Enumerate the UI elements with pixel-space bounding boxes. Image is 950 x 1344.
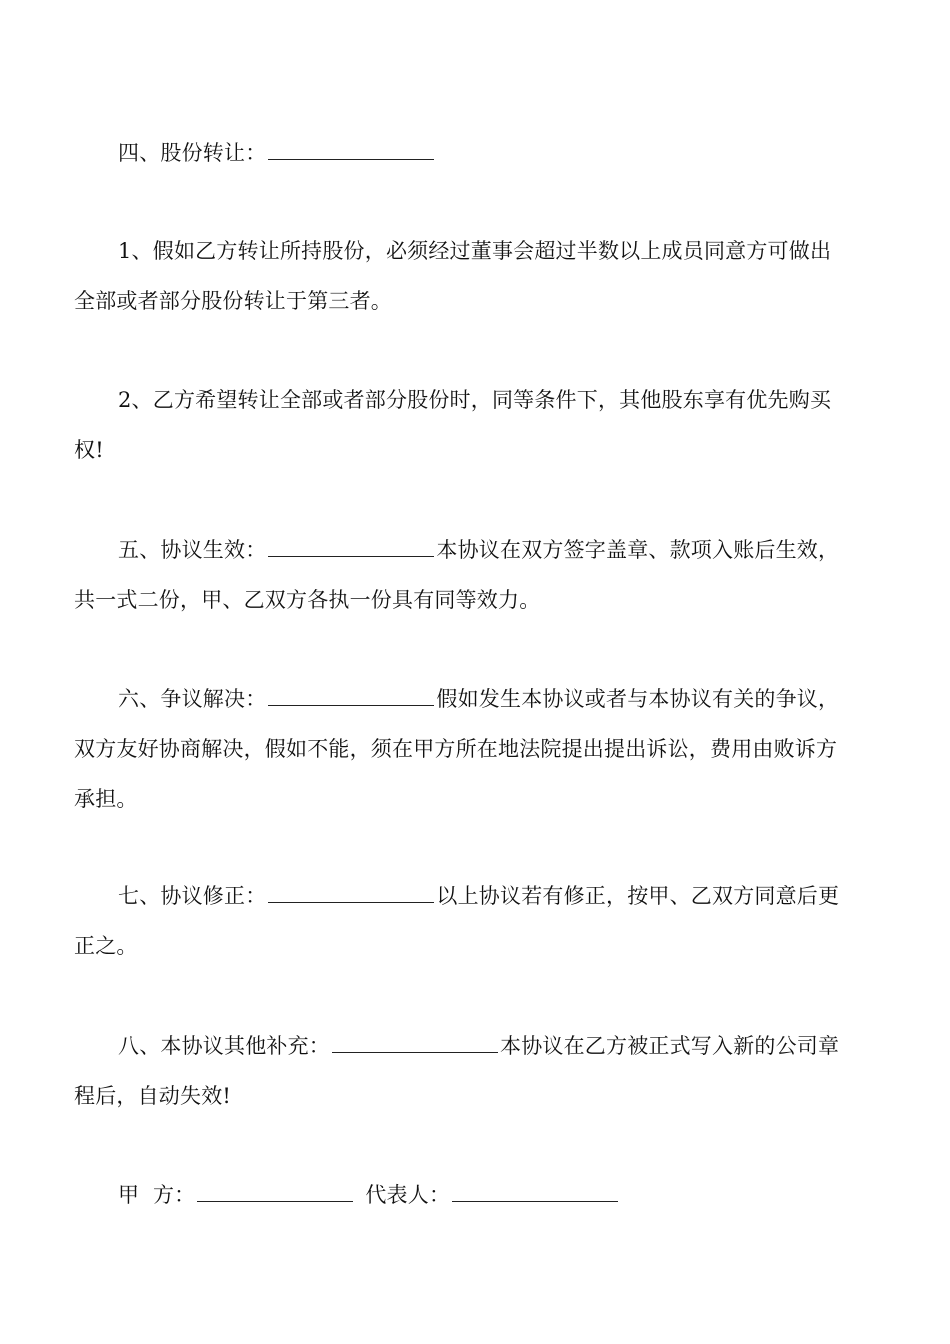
- section-7-line-1: [74, 871, 880, 921]
- clause-4-2-line-2: 权!: [74, 438, 104, 462]
- fill-in-blank[interactable]: [268, 536, 434, 557]
- representative-signature-blank[interactable]: [452, 1181, 618, 1202]
- section-4-share-transfer: [74, 128, 880, 178]
- clause-4-1-line-1: 1、假如乙方转让所持股份，必须经过董事会超过半数以上成员同意方可做出: [118, 239, 832, 263]
- section-8-text: 本协议在乙方被正式写入新的公司章: [500, 1034, 840, 1058]
- fill-in-blank[interactable]: [268, 139, 434, 160]
- fill-in-blank[interactable]: [268, 685, 434, 706]
- section-6-line-2: 双方友好协商解决，假如不能，须在甲方所在地法院提出提出诉讼，费用由败诉方: [74, 737, 838, 761]
- clause-4-2-line-1: 2、乙方希望转让全部或者部分股份时，同等条件下，其他股东享有优先购买: [118, 388, 832, 412]
- section-4-heading: 四、股份转让：: [118, 141, 267, 165]
- section-5-heading: 五、协议生效：: [118, 538, 267, 562]
- fill-in-blank[interactable]: [268, 882, 434, 903]
- party-a-label: 甲 方：: [118, 1183, 196, 1207]
- clause-4-1: [74, 226, 880, 326]
- section-6-dispute-resolution: [74, 674, 880, 824]
- section-5-effectiveness: [74, 525, 880, 625]
- section-5-line-1: [74, 525, 880, 575]
- representative-label: 代表人：: [365, 1183, 451, 1207]
- clause-4-1-line-2: 全部或者部分股份转让于第三者。: [74, 289, 392, 313]
- clause-4-2: [74, 375, 880, 475]
- section-8-heading: 八、本协议其他补充：: [118, 1034, 330, 1058]
- section-6-line-1: [74, 674, 880, 724]
- section-8-supplement: [74, 1021, 880, 1121]
- section-6-heading: 六、争议解决：: [118, 687, 267, 711]
- fill-in-blank[interactable]: [332, 1032, 498, 1053]
- section-8-line-1: [74, 1021, 880, 1071]
- section-8-line-2: 程后，自动失效!: [74, 1084, 232, 1108]
- section-7-line-2: 正之。: [74, 934, 138, 958]
- section-5-text: 本协议在双方签字盖章、款项入账后生效，: [436, 538, 840, 562]
- section-7-text: 以上协议若有修正，按甲、乙双方同意后更: [436, 884, 840, 908]
- section-7-amendment: [74, 871, 880, 971]
- section-5-line-2: 共一式二份，甲、乙双方各执一份具有同等效力。: [74, 588, 541, 612]
- section-7-heading: 七、协议修正：: [118, 884, 267, 908]
- signature-line: [74, 1170, 880, 1220]
- section-6-line-3: 承担。: [74, 787, 138, 811]
- party-a-signature-blank[interactable]: [197, 1181, 353, 1202]
- section-6-text: 假如发生本协议或者与本协议有关的争议，: [436, 687, 840, 711]
